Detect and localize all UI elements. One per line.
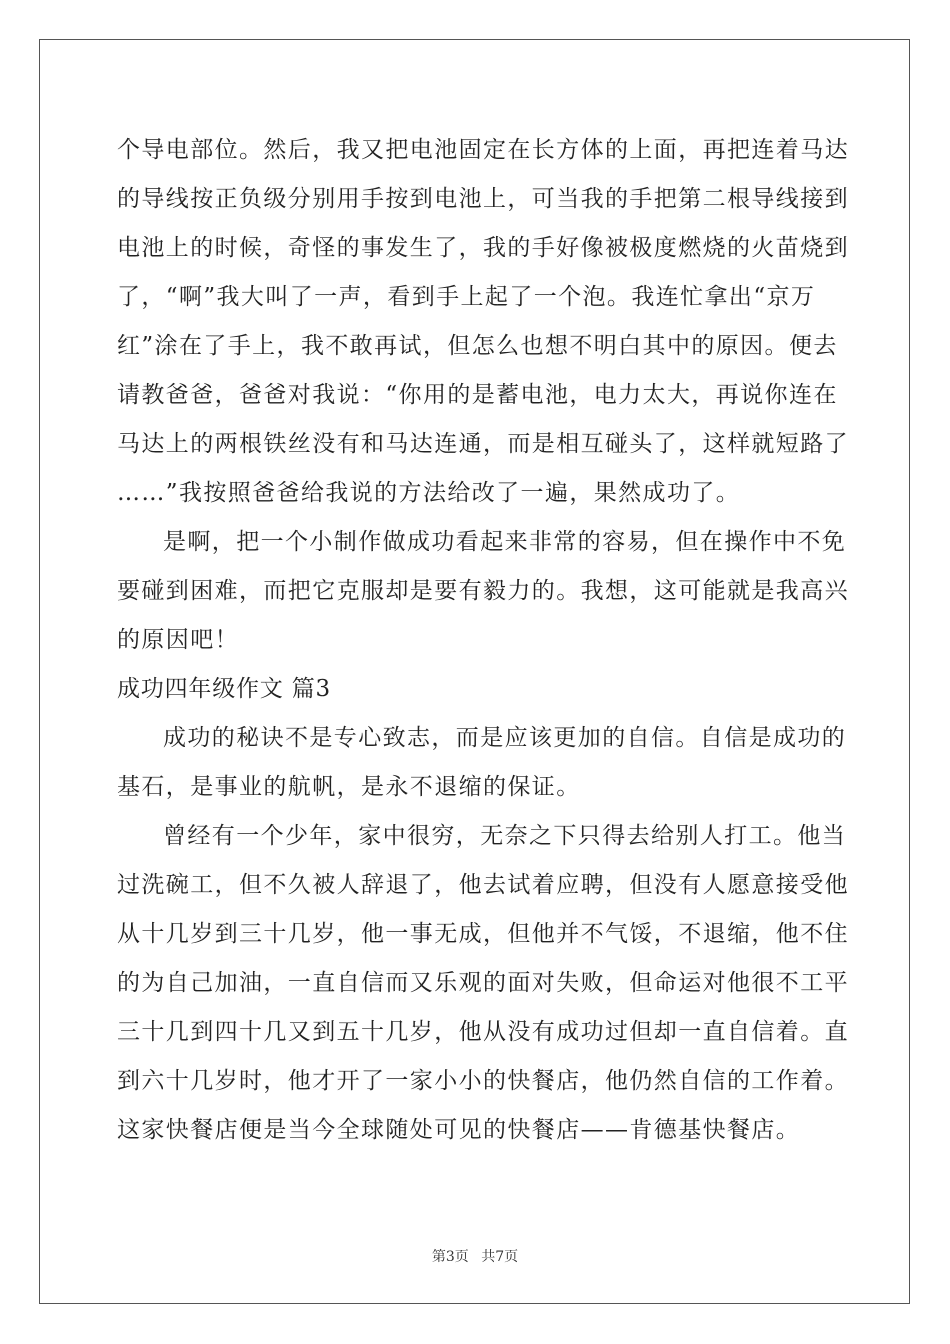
text-line: 这家快餐店便是当今全球随处可见的快餐店——肯德基快餐店。: [117, 1117, 801, 1143]
text-line: 个导电部位。然后，我又把电池固定在长方体的上面，再把连着马达: [117, 137, 849, 163]
text-line: ……”我按照爸爸给我说的方法给改了一遍，果然成功了。: [117, 480, 741, 506]
paragraph-start-line: 成功的秘诀不是专心致志，而是应该更加的自信。自信是成功的: [163, 725, 847, 751]
text-line: 的导线按正负级分别用手按到电池上，可当我的手把第二根导线接到: [117, 186, 849, 212]
text-line: 的为自己加油，一直自信而又乐观的面对失败，但命运对他很不工平: [117, 970, 849, 996]
text-line: 基石，是事业的航帆，是永不退缩的保证。: [117, 774, 581, 800]
document-body: [117, 126, 849, 1155]
text-line: 从十几岁到三十几岁，他一事无成，但他并不气馁，不退缩，他不住: [117, 921, 849, 947]
page-footer: [0, 1246, 950, 1266]
text-line: 请教爸爸，爸爸对我说：“你用的是蓄电池，电力太大，再说你连在: [117, 382, 838, 408]
text-line: 了，“啊”我大叫了一声，看到手上起了一个泡。我连忙拿出“京万: [117, 284, 816, 310]
text-line: 的原因吧！: [117, 627, 239, 653]
page-number: 第3页: [431, 1249, 469, 1265]
paragraph-start-line: 曾经有一个少年，家中很穷，无奈之下只得去给别人打工。他当: [163, 823, 847, 849]
text-line: 过洗碗工，但不久被人辞退了，他去试着应聘，但没有人愿意接受他: [117, 872, 849, 898]
text-line: 三十几到四十几又到五十几岁，他从没有成功过但却一直自信着。直: [117, 1019, 849, 1045]
section-heading: 成功四年级作文 篇3: [117, 676, 331, 702]
text-line: 到六十几岁时，他才开了一家小小的快餐店，他仍然自信的工作着。: [117, 1068, 849, 1094]
paragraph-start-line: 是啊，把一个小制作做成功看起来非常的容易，但在操作中不免: [163, 529, 847, 555]
text-line: 电池上的时候，奇怪的事发生了，我的手好像被极度燃烧的火苗烧到: [117, 235, 849, 261]
text-line: 马达上的两根铁丝没有和马达连通，而是相互碰头了，这样就短路了: [117, 431, 849, 457]
text-line: 要碰到困难，而把它克服却是要有毅力的。我想，这可能就是我高兴: [117, 578, 849, 604]
page-total: 共7页: [481, 1249, 519, 1265]
text-line: 红”涂在了手上，我不敢再试，但怎么也想不明白其中的原因。便去: [117, 333, 838, 359]
